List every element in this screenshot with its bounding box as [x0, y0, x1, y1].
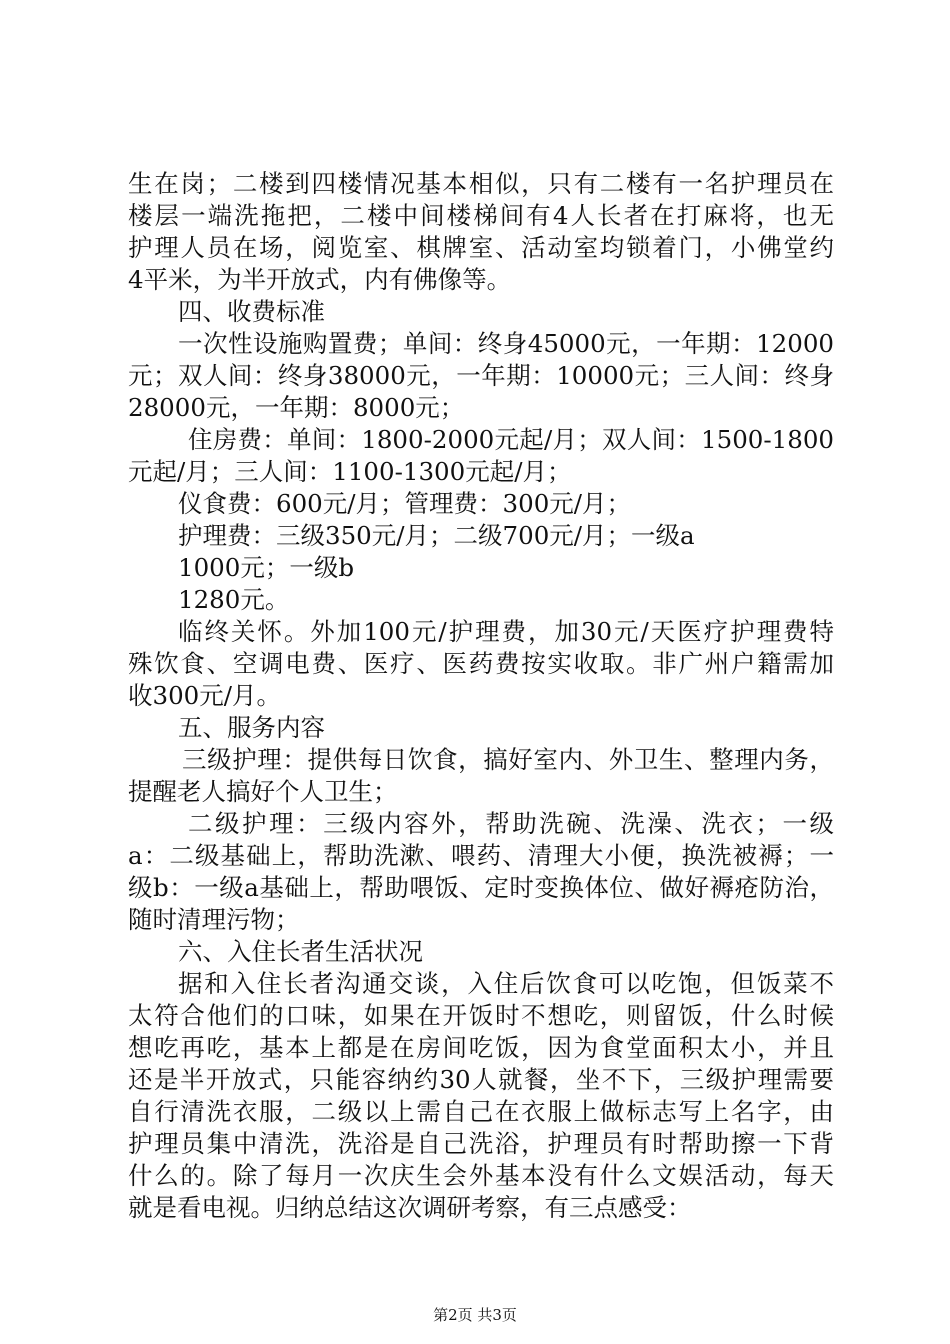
- body-line: 太符合他们的口味，如果在开饭时不想吃，则留饭，什么时候: [128, 1001, 834, 1030]
- body-line: 什么的。除了每月一次庆生会外基本没有什么文娱活动，每天: [128, 1161, 834, 1190]
- body-line: 还是半开放式，只能容纳约30人就餐，坐不下，三级护理需要: [128, 1065, 834, 1094]
- body-line: 仪食费：600元/月；管理费：300元/月；: [178, 489, 632, 518]
- body-line: 生在岗；二楼到四楼情况基本相似，只有二楼有一名护理员在: [128, 169, 834, 198]
- body-line: 级b：一级a基础上，帮助喂饭、定时变换体位、做好褥疮防治，: [128, 873, 834, 902]
- body-line: 临终关怀。外加100元/护理费，加30元/天医疗护理费特: [178, 617, 834, 646]
- section-heading: 四、收费标准: [178, 297, 325, 326]
- body-line: 1000元；一级b: [178, 553, 355, 582]
- body-line: 元起/月；三人间：1100-1300元起/月；: [128, 457, 572, 486]
- body-line: 护理人员在场，阅览室、棋牌室、活动室均锁着门，小佛堂约: [128, 233, 834, 262]
- document-body: [128, 168, 834, 1224]
- body-line: 护理员集中清洗，洗浴是自己洗浴，护理员有时帮助擦一下背: [128, 1129, 834, 1158]
- section-heading: 六、入住长者生活状况: [178, 937, 423, 966]
- body-line: 一次性设施购置费；单间：终身45000元，一年期：12000: [178, 329, 834, 358]
- body-line: a：二级基础上，帮助洗漱、喂药、清理大小便，换洗被褥；一: [128, 841, 834, 870]
- body-line: 28000元，一年期：8000元；: [128, 393, 465, 422]
- body-line: 收300元/月。: [128, 681, 282, 710]
- body-line: 4平米，为半开放式，内有佛像等。: [128, 265, 512, 294]
- body-line: 随时清理污物；: [128, 905, 300, 934]
- body-line: 二级护理：三级内容外，帮助洗碗、洗澡、洗衣；一级: [188, 809, 834, 838]
- body-line: 楼层一端洗拖把，二楼中间楼梯间有4人长者在打麻将，也无: [128, 201, 834, 230]
- body-line: 提醒老人搞好个人卫生；: [128, 777, 398, 806]
- body-line: 想吃再吃，基本上都是在房间吃饭，因为食堂面积太小，并且: [128, 1033, 834, 1062]
- body-line: 元；双人间：终身38000元，一年期：10000元；三人间：终身: [128, 361, 834, 390]
- body-line: 据和入住长者沟通交谈，入住后饮食可以吃饱，但饭菜不: [178, 969, 834, 998]
- page-footer: 第2页 共3页: [433, 1306, 517, 1324]
- body-line: 护理费：三级350元/月；二级700元/月；一级a: [178, 521, 695, 550]
- body-line: 自行清洗衣服，二级以上需自己在衣服上做标志写上名字，由: [128, 1097, 834, 1126]
- body-line: 三级护理：提供每日饮食，搞好室内、外卫生、整理内务，: [182, 745, 834, 774]
- body-line: 住房费：单间：1800-2000元起/月；双人间：1500-1800: [188, 425, 834, 454]
- body-line: 殊饮食、空调电费、医疗、医药费按实收取。非广州户籍需加: [128, 649, 834, 678]
- body-line: 就是看电视。归纳总结这次调研考察，有三点感受：: [128, 1193, 692, 1222]
- body-line: 1280元。: [178, 585, 290, 614]
- section-heading: 五、服务内容: [178, 713, 325, 742]
